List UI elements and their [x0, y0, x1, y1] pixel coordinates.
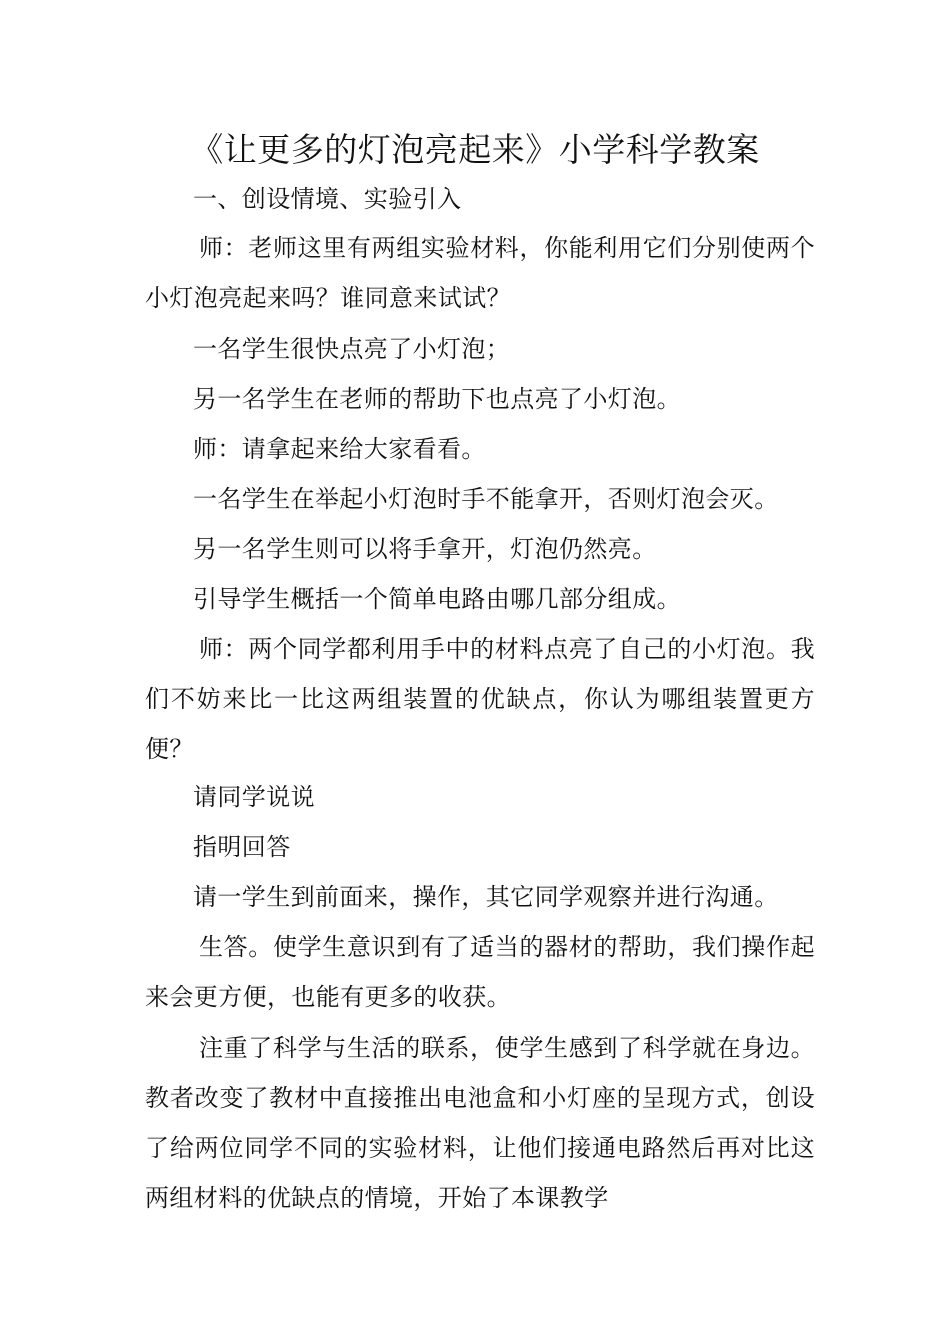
paragraph: 请同学说说: [193, 783, 315, 811]
paragraph-section-heading: 一、创设情境、实验引入: [193, 185, 462, 213]
paragraph: 另一名学生则可以将手拿开，灯泡仍然亮。: [193, 535, 657, 563]
document-title: 《让更多的灯泡亮起来》小学科学教案: [190, 130, 760, 169]
paragraph: 师：请拿起来给大家看看。: [193, 435, 486, 463]
paragraph: 引导学生概括一个简单电路由哪几部分组成。: [193, 585, 681, 613]
paragraph: 一名学生很快点亮了小灯泡；: [193, 335, 511, 363]
paragraph: 请一学生到前面来，操作，其它同学观察并进行沟通。: [193, 883, 779, 911]
paragraph: 另一名学生在老师的帮助下也点亮了小灯泡。: [193, 385, 681, 413]
paragraph: 师：两个同学都利用手中的材料点亮了自己的小灯泡。我们不妨来比一比这两组装置的优缺点，你认为哪组装置更方便？: [145, 635, 815, 763]
paragraph: 师：老师这里有两组实验材料，你能利用它们分别使两个小灯泡亮起来吗？谁同意来试试？: [145, 234, 815, 312]
paragraph: 生答。使学生意识到有了适当的器材的帮助，我们操作起来会更方便，也能有更多的收获。: [145, 933, 815, 1011]
paragraph: 一名学生在举起小灯泡时手不能拿开，否则灯泡会灭。: [193, 485, 779, 513]
paragraph: 指明回答: [193, 833, 291, 861]
paragraph: 注重了科学与生活的联系，使学生感到了科学就在身边。教者改变了教材中直接推出电池盒和小灯座的呈现方式，创设了给两位同学不同的实验材料，让他们接通电路然后再对比这两组材料的优缺点的情境，开始了本课教学: [145, 1034, 815, 1212]
